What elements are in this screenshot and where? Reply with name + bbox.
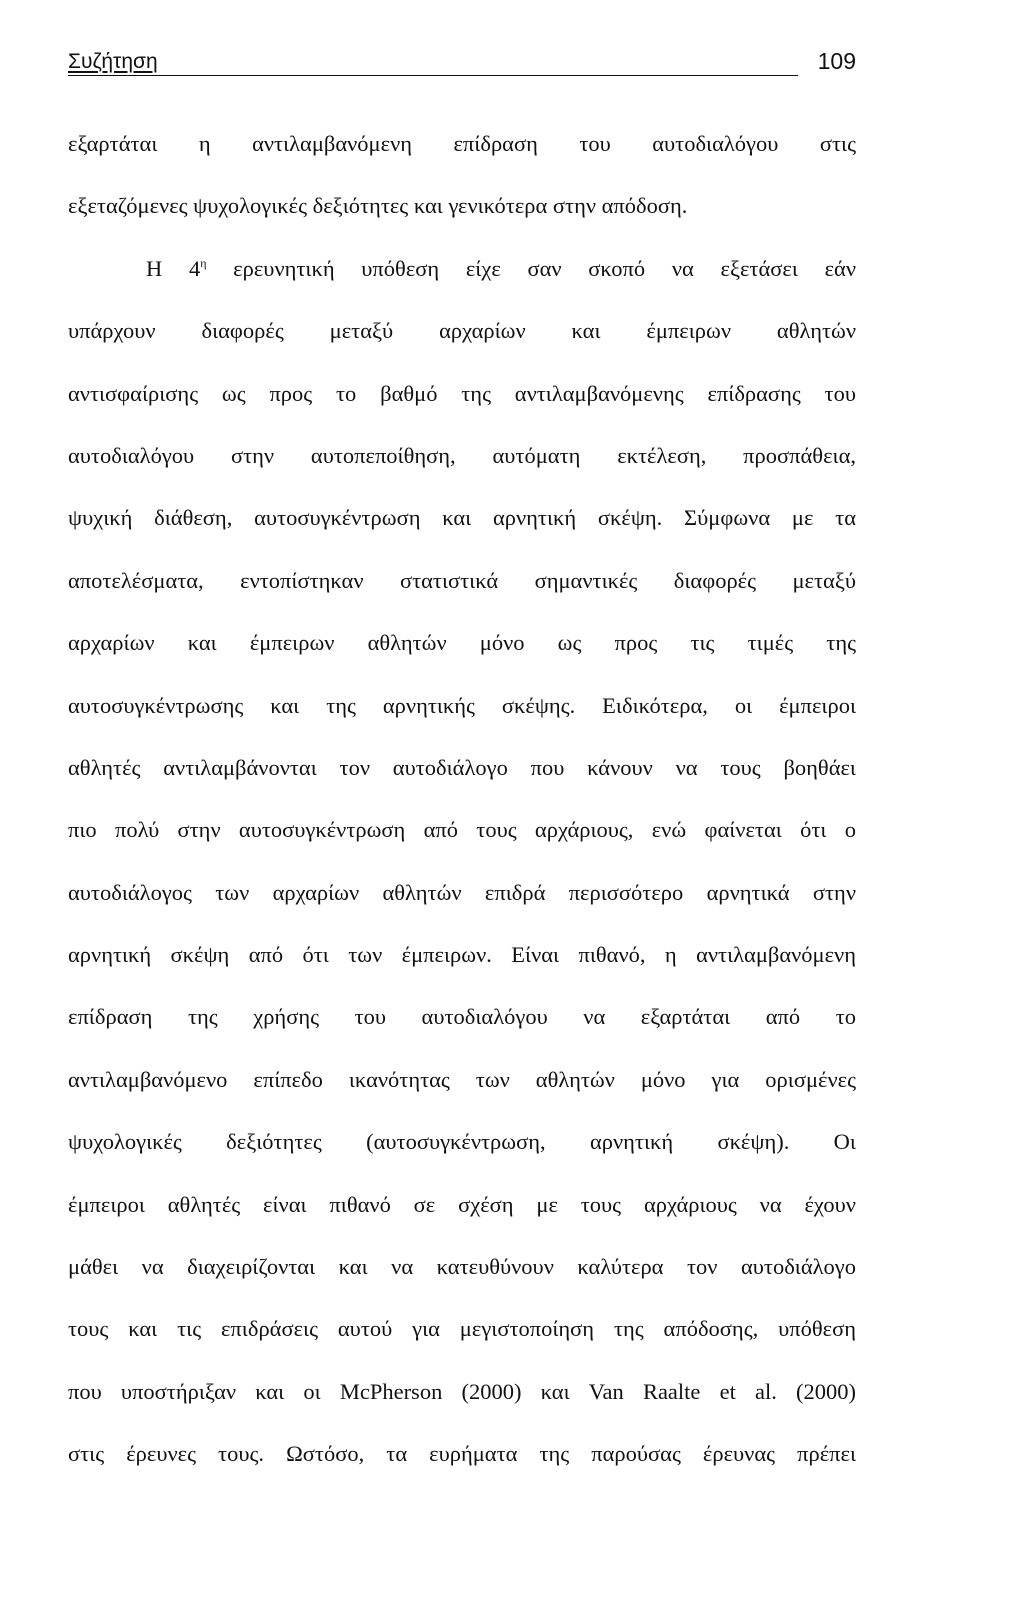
text-line: έμπειροι αθλητές είναι πιθανό σε σχέση με τους αρχάριους να έχουν xyxy=(68,1191,856,1217)
text-line: αντιλαμβανόμενο επίπεδο ικανότητας των αθλητών μόνο για ορισμένες xyxy=(68,1066,856,1092)
text-line: υπάρχουν διαφορές μεταξύ αρχαρίων και έμπειρων αθλητών xyxy=(68,318,856,344)
text-line-paragraph-start xyxy=(68,238,856,300)
page-number: 109 xyxy=(817,48,856,74)
text-line: αυτοδιαλόγου στην αυτοπεποίθηση, αυτόματη εκτέλεση, προσπάθεια, xyxy=(68,442,856,468)
ordinal-superscript: η xyxy=(200,255,207,270)
text-line: αυτοσυγκέντρωσης και της αρνητικής σκέψης. Ειδικότερα, οι έμπειροι xyxy=(68,692,856,718)
text-line: αυτοδιάλογος των αρχαρίων αθλητών επιδρά περισσότερο αρνητικά στην xyxy=(68,879,856,905)
text-line: στις έρευνες τους. Ωστόσο, τα ευρήματα της παρούσας έρευνας πρέπει xyxy=(68,1441,856,1467)
text-line: εξαρτάται η αντιλαμβανόμενη επίδραση του αυτοδιαλόγου στις xyxy=(68,131,856,156)
paragraph-lead: Η 4 xyxy=(146,255,201,281)
text-line: που υποστήριξαν και οι McPherson (2000) και Van Raalte et al. (2000) xyxy=(68,1378,856,1404)
text-line: αρνητική σκέψη από ότι των έμπειρων. Είναι πιθανό, η αντιλαμβανόμενη xyxy=(68,942,856,968)
text-line: ψυχολογικές δεξιότητες (αυτοσυγκέντρωση, αρνητική σκέψη). Οι xyxy=(68,1129,856,1155)
running-header xyxy=(68,48,856,78)
text-line: πιο πολύ στην αυτοσυγκέντρωση από τους αρχάριους, ενώ φαίνεται ότι ο xyxy=(68,817,856,843)
paragraph-lead-rest: ερευνητική υπόθεση είχε σαν σκοπό να εξετάσει εάν xyxy=(206,255,856,281)
text-line: αρχαρίων και έμπειρων αθλητών μόνο ως προς τις τιμές της xyxy=(68,630,856,656)
text-line: τους και τις επιδράσεις αυτού για μεγιστοποίηση της απόδοσης, υπόθεση xyxy=(68,1316,856,1342)
section-title: Συζήτηση xyxy=(68,50,158,73)
header-rule xyxy=(68,75,798,76)
text-line: ψυχική διάθεση, αυτοσυγκέντρωση και αρνητική σκέψη. Σύμφωνα με τα xyxy=(68,505,856,531)
body-text xyxy=(68,113,856,1486)
text-line: μάθει να διαχειρίζονται και να κατευθύνουν καλύτερα τον αυτοδιάλογο xyxy=(68,1254,856,1280)
text-line: αθλητές αντιλαμβάνονται τον αυτοδιάλογο που κάνουν να τους βοηθάει xyxy=(68,754,856,780)
text-line: αποτελέσματα, εντοπίστηκαν στατιστικά σημαντικές διαφορές μεταξύ xyxy=(68,567,856,593)
text-line: εξεταζόμενες ψυχολογικές δεξιότητες και γενικότερα στην απόδοση. xyxy=(68,193,688,219)
text-line: αντισφαίρισης ως προς το βαθμό της αντιλαμβανόμενης επίδρασης του xyxy=(68,380,856,406)
text-line: επίδραση της χρήσης του αυτοδιαλόγου να εξαρτάται από το xyxy=(68,1004,856,1030)
